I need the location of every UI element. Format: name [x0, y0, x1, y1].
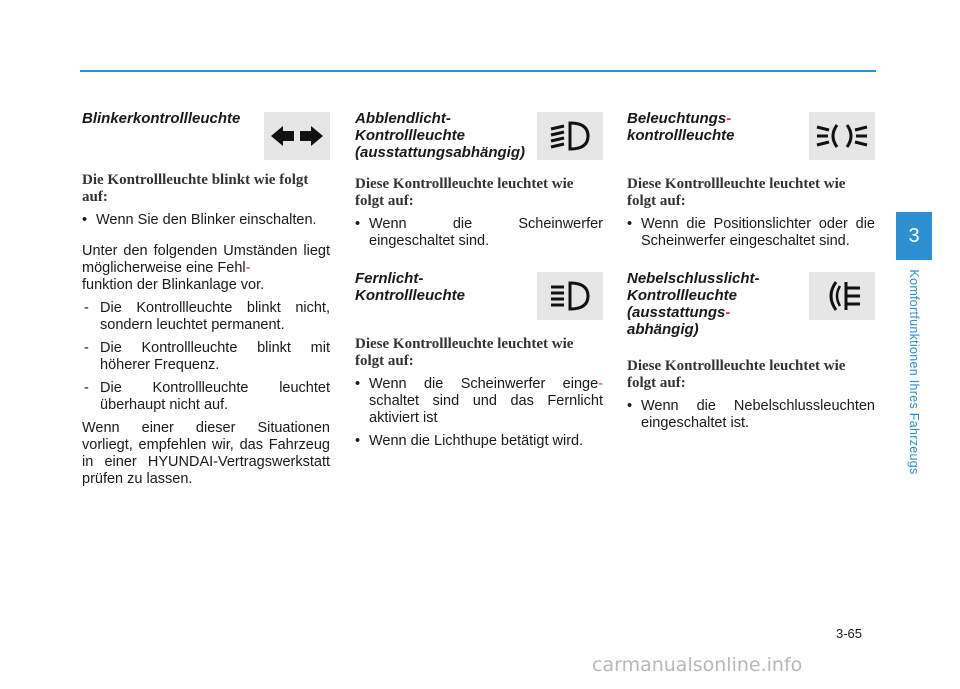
header-rule — [80, 70, 876, 72]
section-lead: Diese Kontrollleuchte leuchtet wie folgt auf: — [627, 176, 846, 209]
section-title: Abblendlicht- Kontrollleuchte (ausstattungsabhängig) — [355, 110, 526, 161]
section-lead: Die Kontrollleuchte blinkt wie folgt auf: — [82, 172, 309, 205]
watermark: carmanualsonline.info — [592, 654, 803, 676]
section-title: Beleuchtungs- kontrollleuchte — [627, 110, 735, 144]
list-item: • Wenn Sie den Blinker einschalten. — [82, 212, 330, 229]
list-item: • Wenn die Positionslichter oder die Scheinwerfer eingeschaltet sind. — [627, 216, 875, 250]
list-item: - Die Kontrollleuchte blinkt nicht, sondern leuchtet permanent. — [82, 300, 330, 334]
list-item: • Wenn die Scheinwerfer einge- schaltet sind und das Fernlicht aktiviert ist — [355, 376, 603, 427]
paragraph: Wenn einer dieser Situationen vorliegt, empfehlen wir, das Fahrzeug in einer HYUNDAI-Vertragswerkstatt prüfen zu lassen. — [82, 420, 330, 487]
column-headlights — [355, 110, 603, 456]
list-item: - Die Kontrollleuchte leuchtet überhaupt nicht auf. — [82, 380, 330, 414]
position-light-icon — [809, 112, 875, 160]
section-header — [627, 270, 875, 346]
turn-signal-icon — [264, 112, 330, 160]
low-beam-icon — [537, 112, 603, 160]
chapter-tab: 3 — [896, 212, 932, 260]
column-turn-signal — [82, 110, 330, 494]
section-lead: Diese Kontrollleuchte leuchtet wie folgt auf: — [355, 336, 574, 369]
column-lighting — [627, 110, 875, 438]
list-item: - Die Kontrollleuchte blinkt mit höherer Frequenz. — [82, 340, 330, 374]
section-lead: Diese Kontrollleuchte leuchtet wie folgt auf: — [627, 358, 846, 391]
section-lead: Diese Kontrollleuchte leuchtet wie folgt auf: — [355, 176, 574, 209]
list-item: • Wenn die Scheinwerfer eingeschaltet sind. — [355, 216, 603, 250]
high-beam-icon — [537, 272, 603, 320]
section-title: Nebelschlusslicht- Kontrollleuchte (ausstattungs- abhängig) — [627, 270, 760, 338]
paragraph: Unter den folgenden Umständen liegt möglicherweise eine Fehl- funktion der Blinkanlage vor. — [82, 243, 330, 293]
list-item: • Wenn die Lichthupe betätigt wird. — [355, 433, 603, 450]
section-title: Blinkerkontrollleuchte — [82, 110, 241, 127]
chapter-title: Komfortfunktionen Ihres Fahrzeugs — [907, 269, 921, 475]
section-header — [355, 110, 603, 164]
page-number: 3-65 — [836, 626, 863, 641]
section-title: Fernlicht- Kontrollleuchte — [355, 270, 466, 304]
rear-fog-light-icon — [809, 272, 875, 320]
section-header — [82, 110, 330, 160]
section-header — [355, 270, 603, 324]
list-item: • Wenn die Nebelschlussleuchten eingeschaltet ist. — [627, 398, 875, 432]
section-header — [627, 110, 875, 164]
